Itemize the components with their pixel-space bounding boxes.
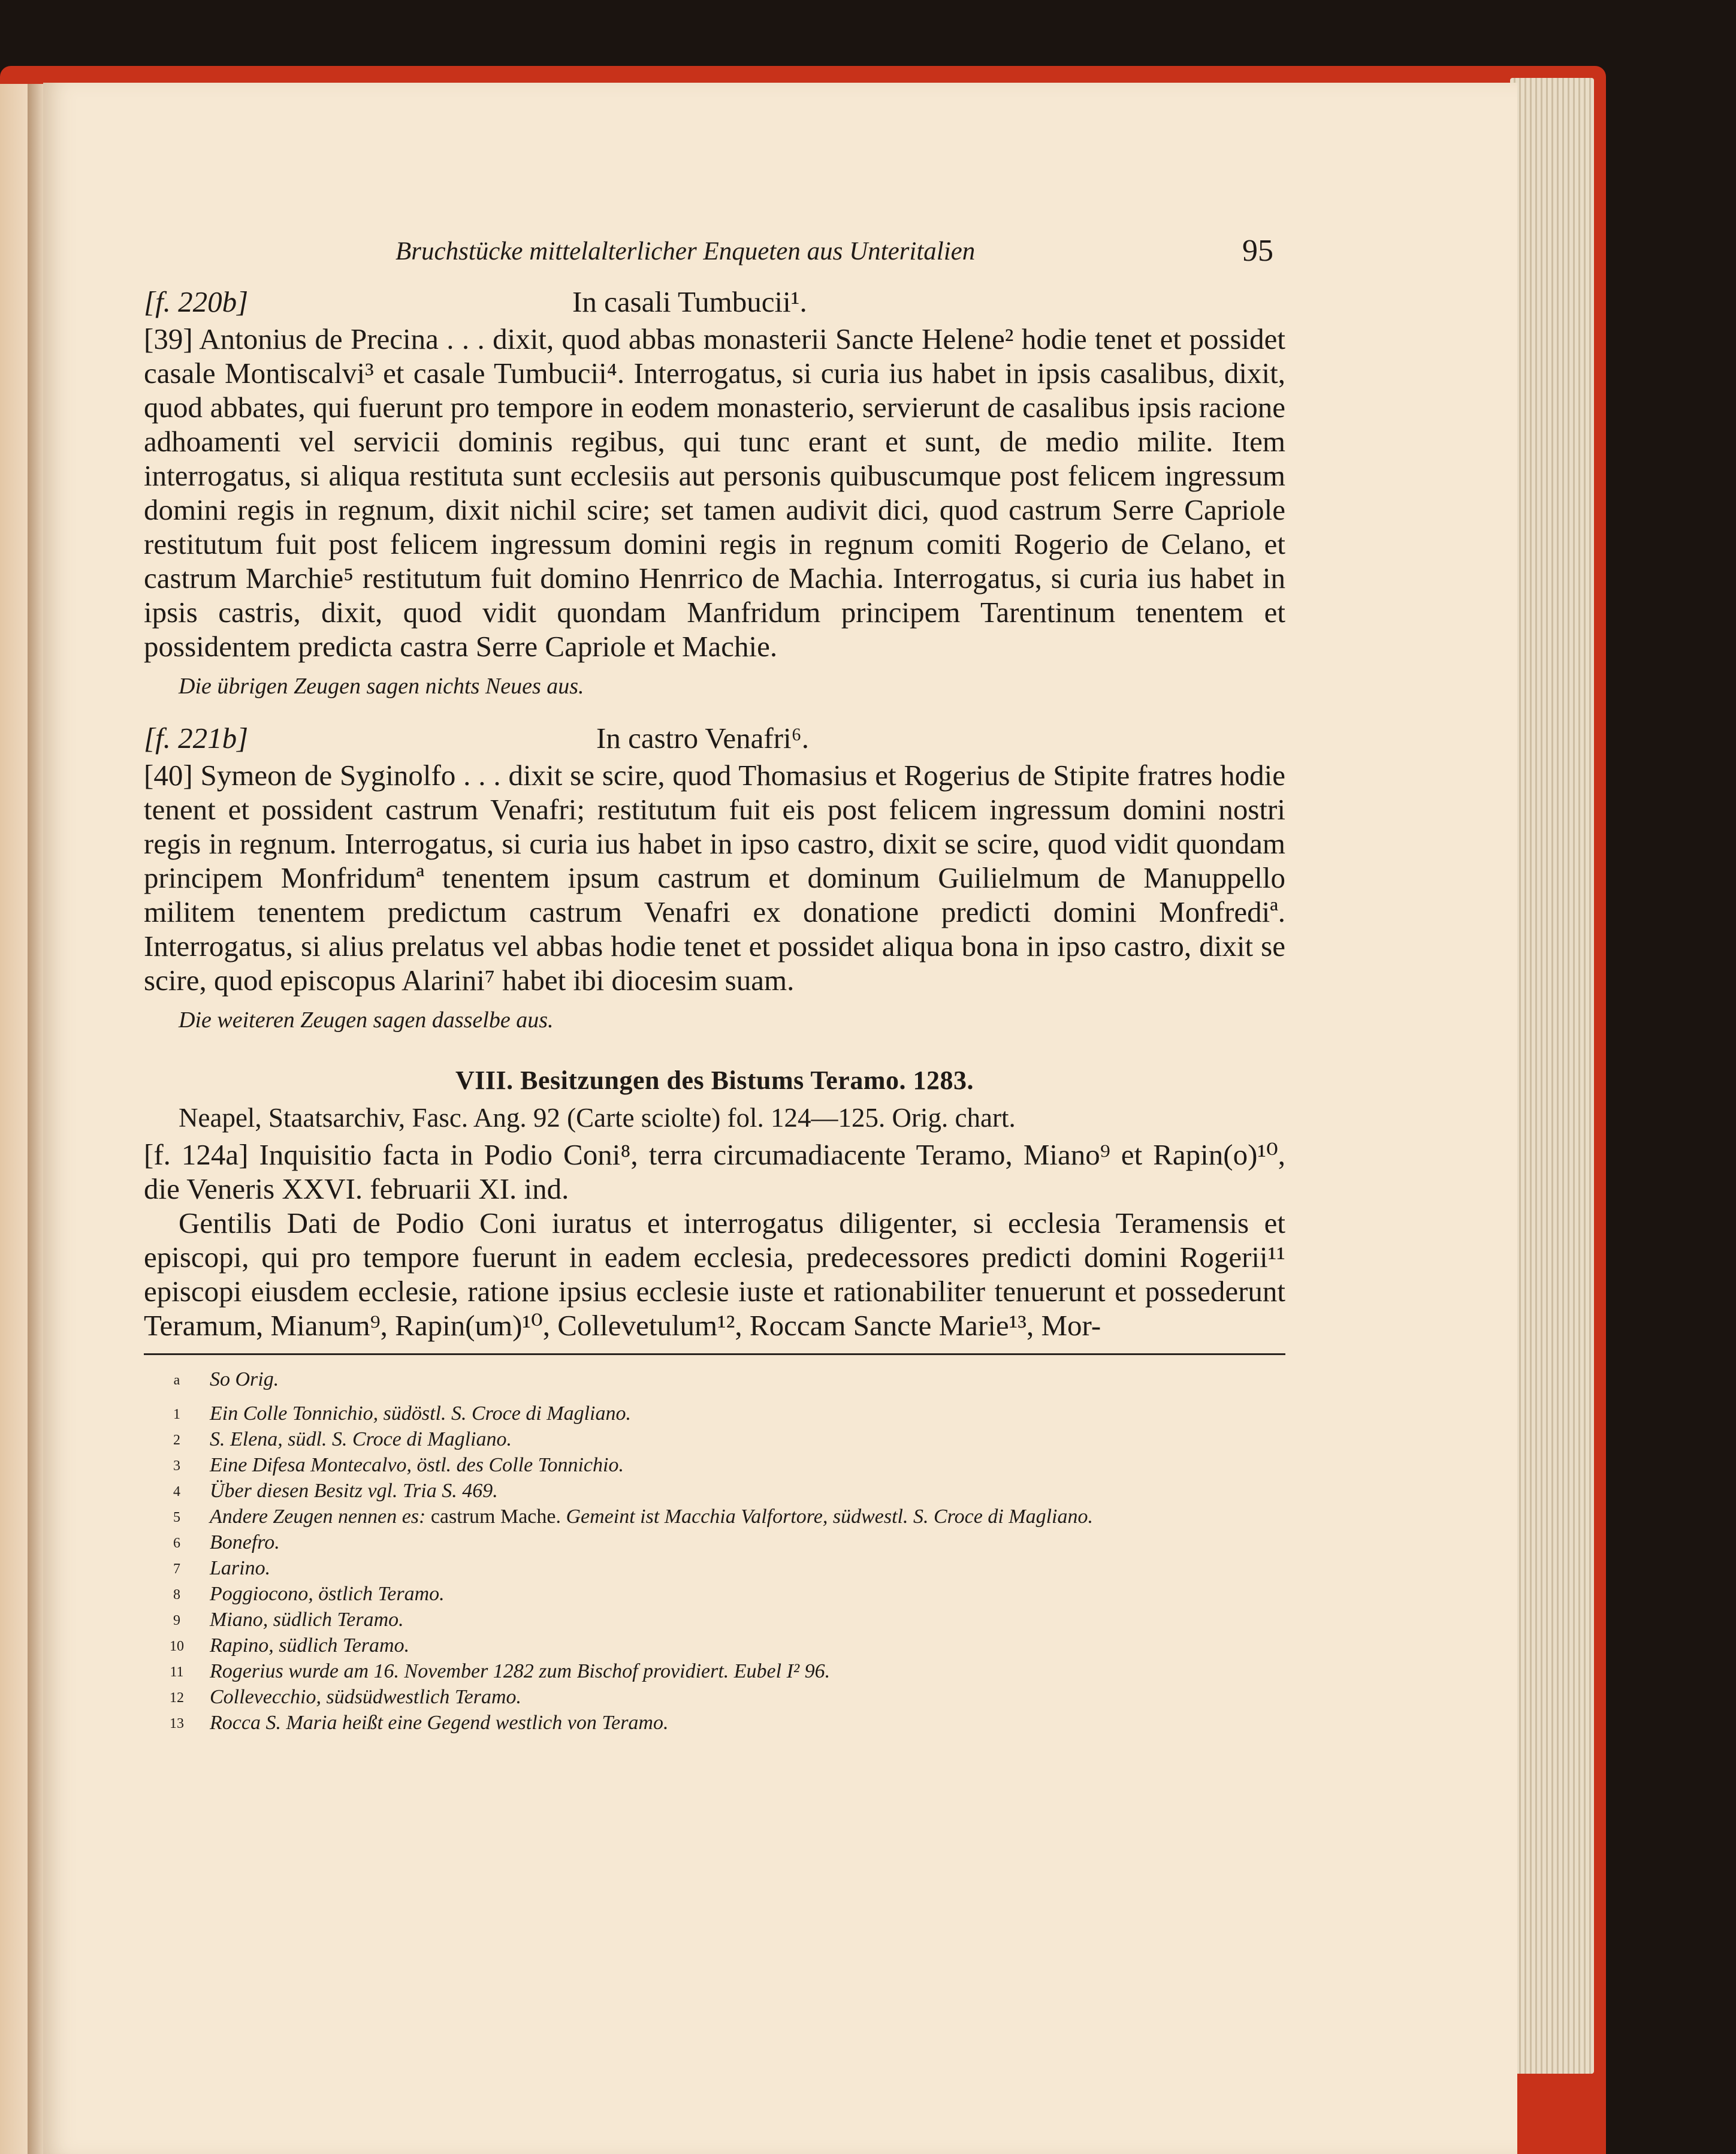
footnote-text: Collevecchio, südsüdwestlich Teramo.	[210, 1686, 522, 1708]
footnote-mark: 9	[173, 1613, 180, 1628]
folio-heading-2	[144, 721, 1285, 758]
footnote-text: Miano, südlich Teramo.	[210, 1609, 404, 1631]
footnote-text: Rocca S. Maria heißt eine Gegend westlich von Teramo.	[210, 1712, 669, 1734]
footnote-text: Bonefro.	[210, 1531, 280, 1553]
footnote	[144, 1633, 1285, 1659]
footnote	[144, 1530, 1285, 1556]
footnote-mark: 7	[173, 1561, 180, 1577]
facing-page	[0, 84, 31, 2154]
footnote	[144, 1401, 1285, 1427]
source-line: Neapel, Staatsarchiv, Fasc. Ang. 92 (Carte sciolte) fol. 124—125. Orig. chart.	[179, 1103, 1016, 1133]
footnote-text: So Orig.	[210, 1368, 279, 1390]
paragraph-gentilis: Gentilis Dati de Podio Coni iuratus et interrogatus diligenter, si ecclesia Teramensis et episcopi, qui pro tempore fuerunt in eadem ecclesia, predecessores predicti domini Rogerii¹¹ episcopi eiusdem ecclesie, ratione ipsius ecclesie iuste et rationabiliter tenuerunt et possederunt Teramum, Mianum⁹, Rapin(um)¹⁰, Collevetulum¹², Roccam Sancte Marie¹³, Mor-	[144, 1206, 1285, 1342]
editorial-note: Die weiteren Zeugen sagen dasselbe aus.	[179, 1007, 554, 1033]
footnote	[144, 1685, 1285, 1710]
page-edges	[1510, 78, 1594, 2074]
footnote-mark: 11	[170, 1664, 184, 1680]
footnote	[144, 1556, 1285, 1582]
footnote	[144, 1504, 1285, 1530]
footnote-text: S. Elena, südl. S. Croce di Magliano.	[210, 1428, 512, 1450]
footnote-text-part: Andere Zeugen nennen es:	[210, 1506, 426, 1528]
footnote-mark: a	[173, 1372, 180, 1388]
footnote-text: Eine Difesa Montecalvo, östl. des Colle Tonnichio.	[210, 1454, 624, 1476]
footnote-mark: 3	[173, 1458, 180, 1474]
footnote	[144, 1607, 1285, 1633]
paragraph-39: [39] Antonius de Precina . . . dixit, quod abbas monasterii Sancte Helene² hodie tenet et possidet casale Montiscalvi³ et casale Tumbucii⁴. Interrogatus, si curia ius habet in ipsis casalibus, dixit, quod abbates, qui fuerunt pro tempore in eodem monasterio, servierunt de casalibus ipsis racione adhoamenti vel servicii dominis regibus, qui tunc erant et sunt, de medio milite. Item interrogatus, si aliqua restituta sunt ecclesiis aut personis quibuscumque post felicem ingressum domini regis in regnum, dixit nichil scire; set tamen audivit dici, quod castrum Serre Capriole restitutum fuit post felicem ingressum domini regis in regnum comiti Rogerio de Celano, et castrum Marchie⁵ restitutum fuit domino Henrrico de Machia. Interrogatus, si curia ius habet in ipsis castris, dixit, quod vidit quondam Manfridum principem Tarentinum tenentem et possidentem predicta castra Serre Capriole et Machie.	[144, 322, 1285, 663]
folio-reference: [f. 221b]	[144, 722, 249, 755]
footnote	[144, 1367, 1285, 1393]
footnote-rule	[144, 1353, 1285, 1355]
footnote	[144, 1453, 1285, 1479]
footnote	[144, 1710, 1285, 1736]
folio-reference: [f. 220b]	[144, 285, 249, 318]
footnote-mark: 6	[173, 1535, 180, 1551]
footnotes	[144, 1367, 1285, 1736]
folio-heading-1	[144, 285, 1285, 322]
page-number: 95	[1242, 234, 1273, 268]
footnote-mark: 1	[173, 1407, 180, 1422]
footnote-mark: 13	[170, 1716, 184, 1731]
paragraph-inquisitio: [f. 124a] Inquisitio facta in Podio Coni⁸, terra circumadiacente Teramo, Miano⁹ et Rapin(o)¹⁰, die Veneris XXVI. februarii XI. ind.	[144, 1138, 1285, 1205]
section-heading: VIII. Besitzungen des Bistums Teramo. 1283.	[455, 1066, 974, 1095]
footnote-text-part: Gemeint ist Macchia Valfortore, südwestl. S. Croce di Magliano.	[566, 1506, 1093, 1528]
paragraph-40: [40] Symeon de Syginolfo . . . dixit se scire, quod Thomasius et Rogerius de Stipite fratres hodie tenent et possident castrum Venafri; restitutum fuit eis post felicem ingressum domini nostri regis in regnum. Interrogatus, si curia ius habet in ipso castro, dixit se scire, quod vidit quondam principem Monfridumª tenentem ipsum castrum et dominum Guilielmum de Manuppello militem tenentem predictum castrum Venafri ex donatione predicti domini Monfrediª. Interrogatus, si alius prelatus vel abbas hodie tenet et possidet aliqua bona in ipso castro, dixit se scire, quod episcopus Alarini⁷ habet ibi diocesim suam.	[144, 759, 1285, 997]
footnote-text: Poggiocono, östlich Teramo.	[210, 1583, 445, 1605]
running-header	[144, 234, 1285, 285]
editorial-note: Die übrigen Zeugen sagen nichts Neues aus.	[179, 674, 584, 699]
footnote	[144, 1427, 1285, 1453]
footnote-mark: 5	[173, 1510, 180, 1525]
footnote-mark: 8	[173, 1587, 180, 1603]
footnote-text: Rogerius wurde am 16. November 1282 zum Bischof providiert. Eubel I² 96.	[210, 1660, 831, 1682]
footnote-mark: 12	[170, 1690, 184, 1706]
place-heading: In casali Tumbucii¹.	[572, 285, 807, 318]
footnote-text: Über diesen Besitz vgl. Tria S. 469.	[210, 1480, 498, 1502]
footnote-mark: 10	[170, 1639, 184, 1654]
running-title: Bruchstücke mittelalterlicher Enqueten aus Unteritalien	[395, 237, 976, 266]
page-content	[144, 234, 1285, 1736]
footnote-text: Ein Colle Tonnichio, südöstl. S. Croce di Magliano.	[210, 1402, 631, 1425]
place-heading: In castro Venafri⁶.	[596, 722, 809, 755]
footnote-text	[210, 1504, 1093, 1530]
footnote	[144, 1659, 1285, 1685]
footnote	[144, 1582, 1285, 1607]
footnote-mark: 2	[173, 1432, 180, 1448]
footnote-text: Larino.	[210, 1557, 271, 1579]
footnote-mark: 4	[173, 1484, 180, 1500]
footnote	[144, 1479, 1285, 1504]
footnote-text: Rapino, südlich Teramo.	[210, 1634, 410, 1657]
main-text	[144, 285, 1285, 1343]
footnote-quote: castrum Mache.	[430, 1506, 561, 1528]
